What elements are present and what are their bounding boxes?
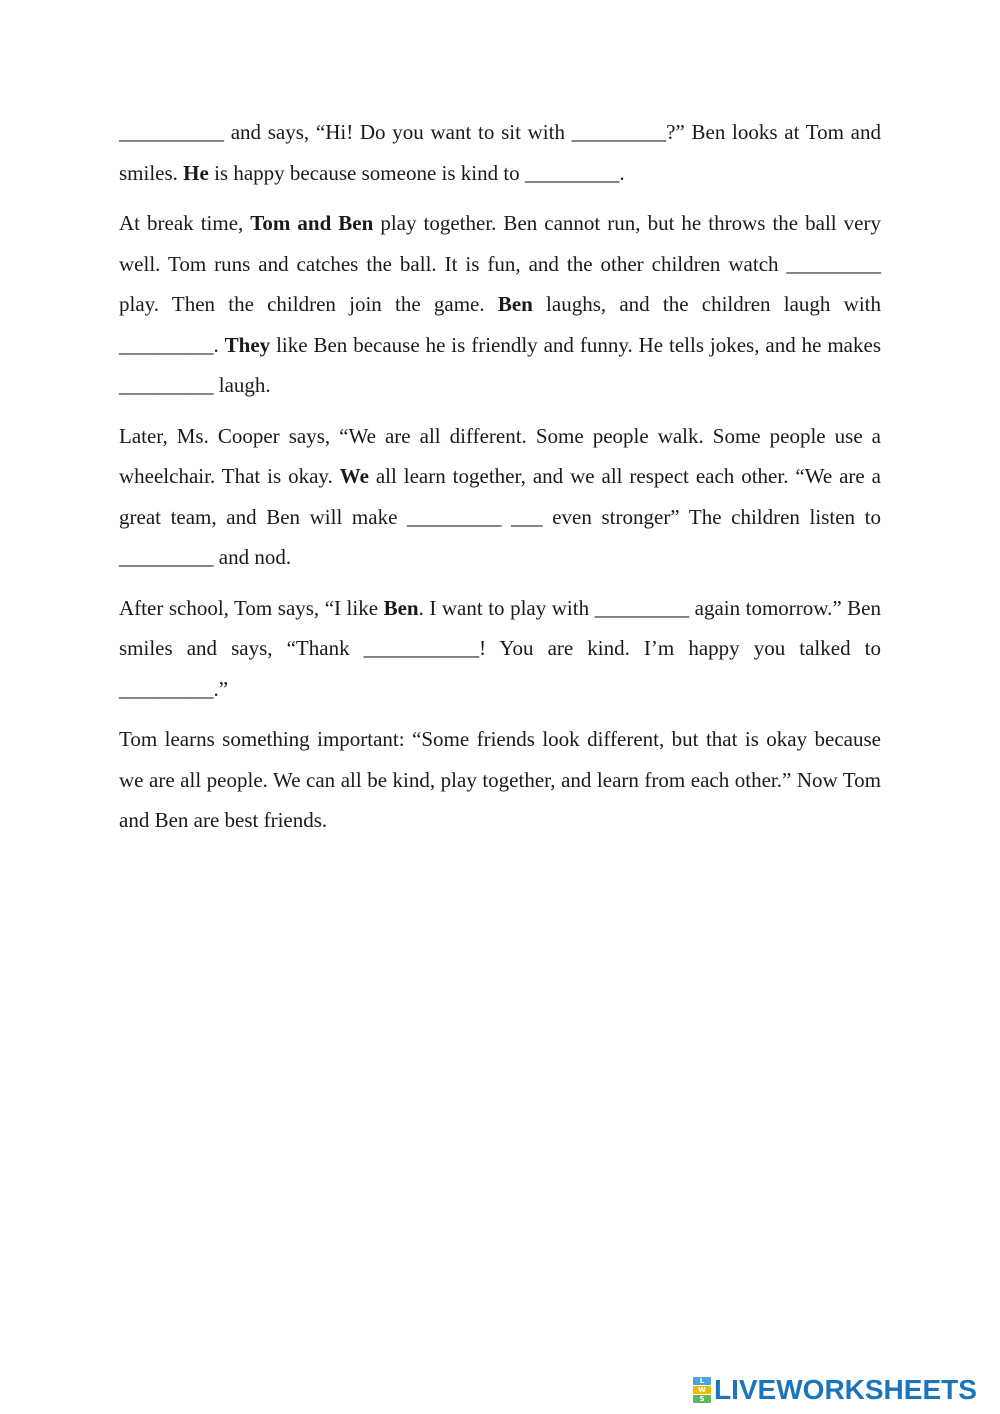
logo-mark-letter: W xyxy=(693,1386,711,1394)
logo-text: LIVEWORKSHEETS xyxy=(714,1374,977,1405)
text-segment: like Ben because he is friendly and funny. He tells jokes, and he makes _________ laugh. xyxy=(119,332,881,397)
text-segment: __________ and says, “Hi! Do you want to sit with _________?” Ben looks at Tom and smiles. xyxy=(119,120,881,185)
bold-word: Ben xyxy=(497,292,533,316)
logo-mark-letter: L xyxy=(693,1377,711,1385)
story-paragraph xyxy=(119,719,881,841)
bold-word: We xyxy=(339,464,369,488)
bold-word: They xyxy=(224,332,271,357)
liveworksheets-logo xyxy=(693,1374,977,1406)
bold-word: Tom and Ben xyxy=(250,211,374,235)
text-segment: all learn together, and we all respect each other. “We are a great team, and Ben will make _________ ___ even stronger” The children listen to _________ and nod. xyxy=(119,464,881,569)
text-segment: . I want to play with _________ again tomorrow.” Ben smiles and says, “Thank ___________! You are kind. I’m happy you talked to _________.” xyxy=(119,595,881,701)
story-paragraph xyxy=(119,588,881,710)
text-segment: play together. Ben cannot run, but he throws the ball very well. Tom runs and catches the ball. It is fun, and the other children watch _________ play. Then the children join the game. xyxy=(119,211,881,316)
text-segment: At break time, xyxy=(119,211,251,235)
text-segment: After school, Tom says, “I like xyxy=(119,595,384,620)
bold-word: He xyxy=(183,160,209,185)
bold-word: Ben xyxy=(383,595,419,620)
story-text xyxy=(119,112,881,841)
story-paragraph xyxy=(119,112,881,193)
story-paragraph xyxy=(119,416,881,578)
text-segment: Tom learns something important: “Some friends look different, but that is okay because we are all people. We can all be kind, play together, and learn from each other.” Now Tom and Ben are best friends. xyxy=(119,727,881,832)
worksheet-page xyxy=(119,112,881,851)
logo-mark-letter: S xyxy=(693,1395,711,1403)
text-segment: is happy because someone is kind to _________. xyxy=(208,160,625,185)
story-paragraph xyxy=(119,203,881,406)
liveworksheets-logo-icon xyxy=(693,1377,711,1403)
text-segment: Later, Ms. Cooper says, “We are all different. Some people walk. Some people use a wheelchair. That is okay. xyxy=(119,423,881,488)
text-segment: laughs, and the children laugh with _________. xyxy=(119,292,881,357)
